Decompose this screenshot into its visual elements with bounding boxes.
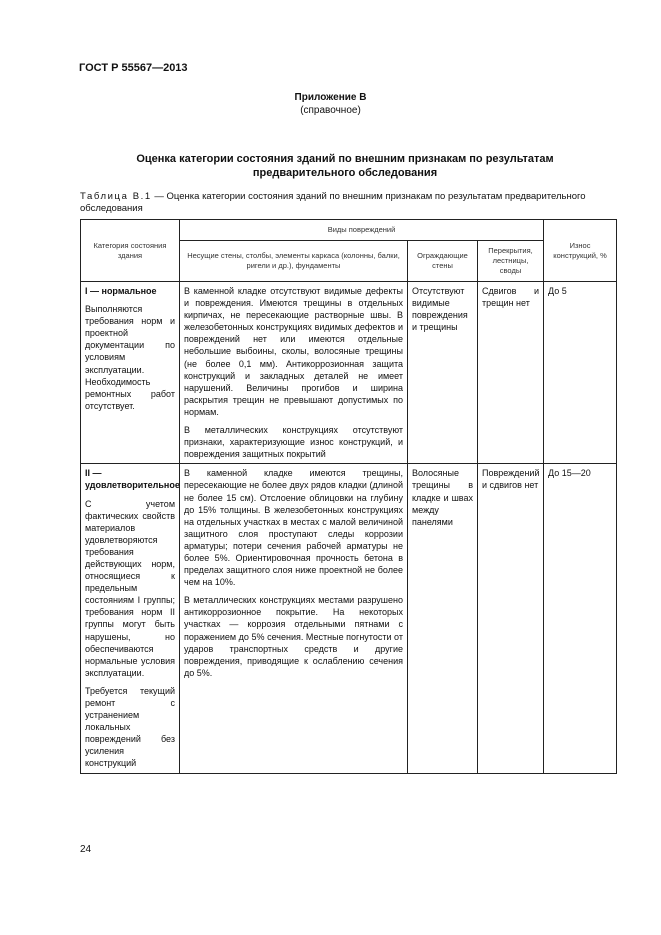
table-header-row (81, 220, 617, 241)
bearing-cell (180, 282, 408, 464)
category-title: I — нормальное (85, 286, 157, 296)
page-number: 24 (80, 844, 92, 855)
category-cell (81, 464, 180, 773)
table-row (81, 464, 617, 773)
category-cell (81, 282, 180, 464)
bearing-text: В металлических конструкциях отсутствуют признаки, характеризующие износ конструкций, и повреждения защитных покрытий (184, 425, 403, 460)
category-text: Выполняются требования норм и проектной документации по условиям эксплуатации. Необходимость ремонтных работ отсутствует. (85, 304, 175, 411)
annex-heading (0, 91, 661, 117)
table-caption (80, 191, 616, 215)
floors-cell: Сдвигов и трещин нет (478, 282, 544, 464)
enclosing-cell: Отсутствуют видимые повреждения и трещины (408, 282, 478, 464)
annex-title: Приложение В (294, 92, 367, 103)
category-text: Требуется текущий ремонт с устранением локальных повреждений без усиления конструкций (85, 685, 175, 769)
header-category: Категория состояния здания (81, 220, 180, 282)
bearing-text: В каменной кладке отсутствуют видимые дефекты и повреждения. Имеются трещины в отдельных кирпичах, не пересекающие растворные швы. В железобетонных конструкциях видимых дефектов и повреждений нет или имеются отдельные небольшие выбоины, сколы, волосяные трещины (не более 0,1 мм). Антикоррозионная защита конструкций и закладных деталей не имеет нарушений. Величины прогибов и ширина раскрытия трещин не превышают допустимых по нормам. (184, 286, 403, 417)
bearing-text: В металлических конструкциях местами разрушено антикоррозионное покрытие. На некоторых участках — коррозия отдельными пятнами с поражением до 5% сечения. Местные погнутости от ударов транспортных средств и другие повреждения, приводящие к ослаблению сечения до 5%. (184, 595, 403, 678)
enclosing-cell: Волосяные трещины в кладке и швах между панелями (408, 464, 478, 773)
annex-subtitle: (справочное) (300, 105, 361, 116)
category-text: С учетом фактических свойств материалов удовлетворяются требования действующих норм, относящиеся к предельным состояниям I группы; требования норм II группы могут быть нарушены, но обеспечиваются нормальные условия эксплуатации. (85, 498, 175, 678)
header-bearing: Несущие стены, столбы, элементы каркаса (колонны, балки, ригели и др.), фундаменты (180, 241, 408, 282)
table-row (81, 282, 617, 464)
wear-cell: До 5 (544, 282, 617, 464)
bearing-text: В каменной кладке имеются трещины, пересекающие не более двух рядов кладки (длиной не более 15 см). Отслоение облицовки на глубину до 15% толщины. В железобетонных конструкциях на отдельных участках в местах с малой величиной защитного слоя проступают следы коррозии арматуры; потери сечения рабочей арматуры не более 5%. Ориентировочная прочность бетона в пределах защитного слоя ниже проектной не более чем на 10%. (184, 468, 403, 588)
header-enclosing: Ограждающие стены (408, 241, 478, 282)
category-title: II — удовлетворительное (85, 468, 180, 491)
table-caption-text: — Оценка категории состояния зданий по внешним признакам по результатам предварительного обследования (80, 191, 586, 214)
floors-cell: Повреждений и сдвигов нет (478, 464, 544, 773)
document-code: ГОСТ Р 55567—2013 (79, 62, 188, 74)
section-title: Оценка категории состояния зданий по внешним признакам по результатам предварительного обследования (136, 153, 554, 179)
header-damage-types: Виды повреждений (180, 220, 544, 241)
condition-table (80, 219, 617, 774)
header-wear: Износ конструкций, % (544, 220, 617, 282)
bearing-cell (180, 464, 408, 773)
header-floors: Перекрытия, лестницы, своды (478, 241, 544, 282)
wear-cell: До 15—20 (544, 464, 617, 773)
table-caption-label: Таблица В.1 (80, 191, 152, 202)
